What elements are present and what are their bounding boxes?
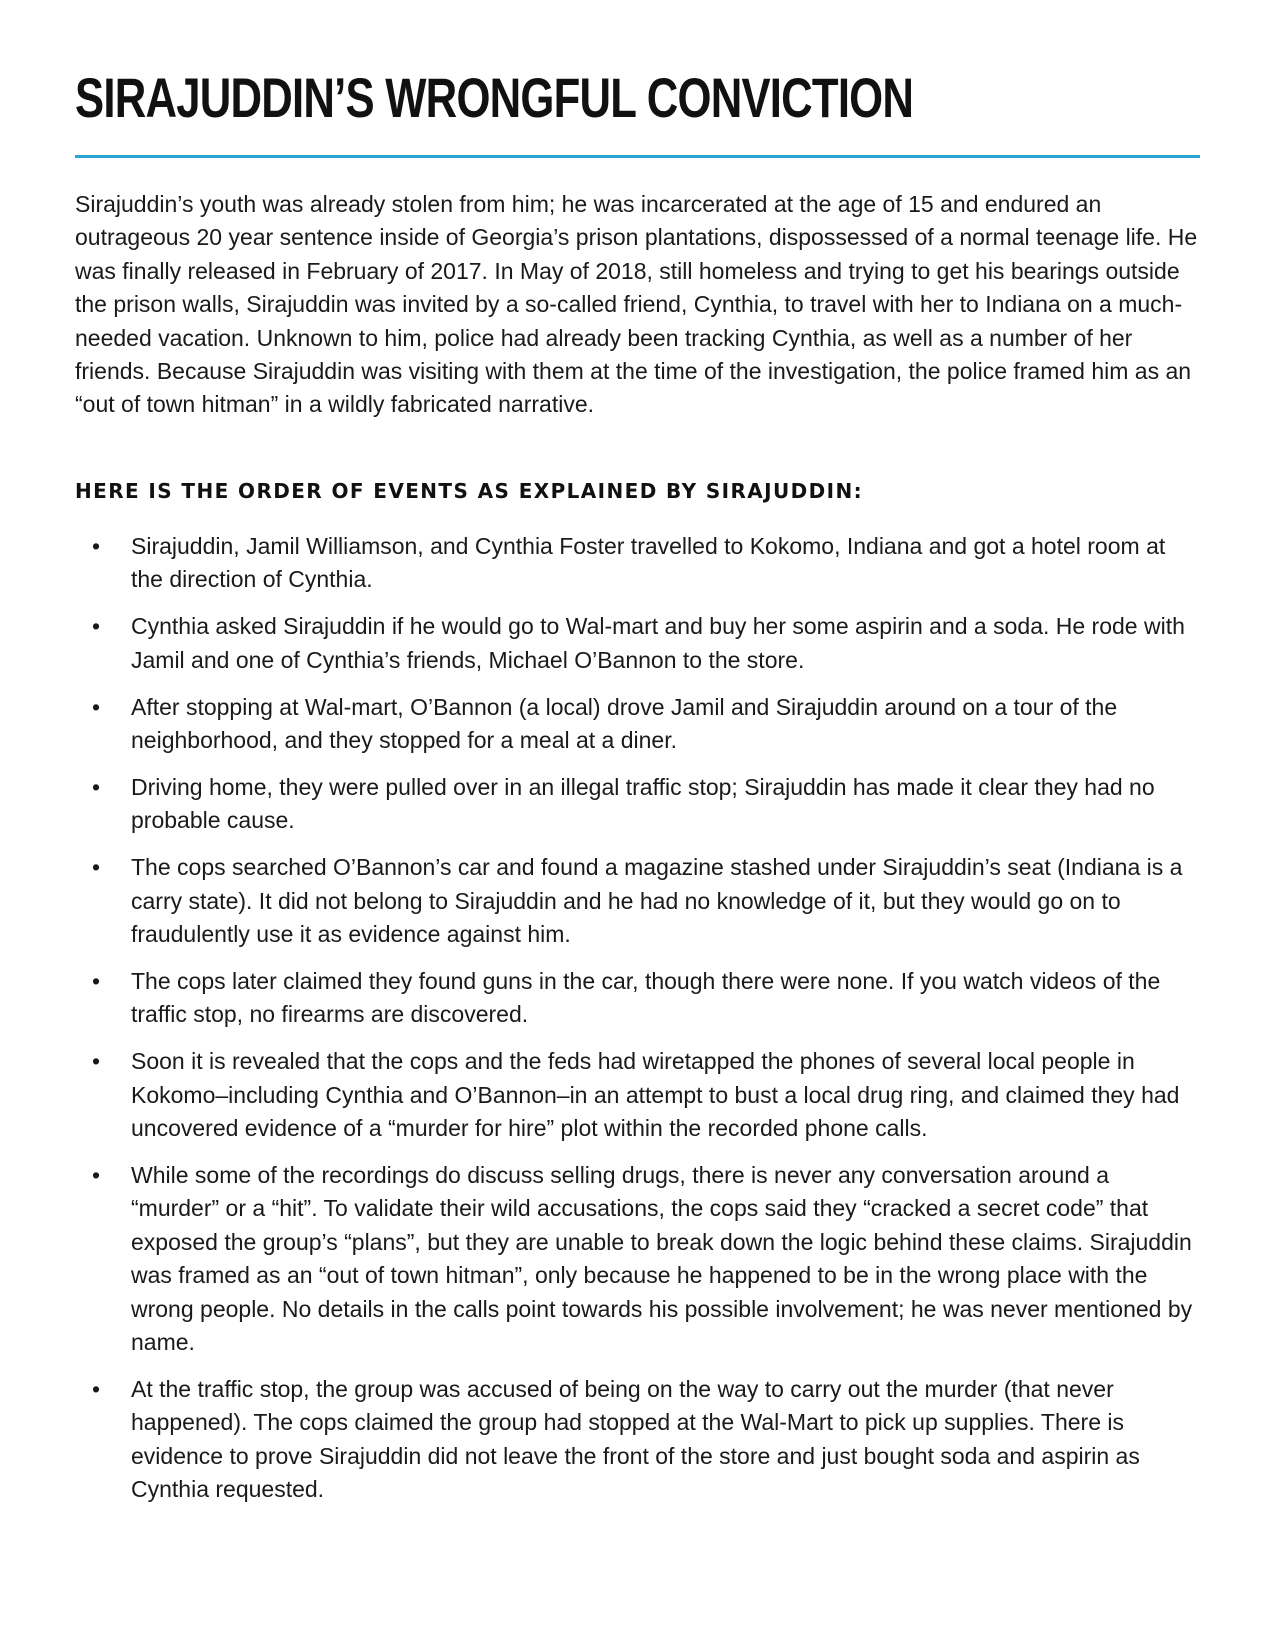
bullet-icon: • bbox=[92, 854, 101, 881]
bullet-icon: • bbox=[92, 1162, 101, 1188]
list-item bbox=[75, 1045, 1200, 1145]
bullet-icon: • bbox=[92, 693, 101, 720]
event-text: The cops searched O’Bannon’s car and found a magazine stashed under Sirajuddin’s seat (Indiana is a carry state). It did not belong to Sirajuddin and he had no knowledge of it, but they would go on to fraudulently use it as evidence against him. bbox=[131, 854, 1183, 948]
intro-paragraph: Sirajuddin’s youth was already stolen from him; he was incarcerated at the age of 15 and endured an outrageous 20 year sentence inside of Georgia’s prison plantations, dispossessed of a normal teenage life. He was finally released in February of 2017. In May of 2018, still homeless and trying to get his bearings outside the prison walls, Sirajuddin was invited by a so-called friend, Cynthia, to travel with her to Indiana on a much-needed vacation. Unknown to him, police had already been tracking Cynthia, as well as a number of her friends. Because Sirajuddin was visiting with them at the time of the investigation, the police framed him as an “out of town hitman” in a wildly fabricated narrative. bbox=[75, 191, 1198, 418]
event-text: Soon it is revealed that the cops and the feds had wiretapped the phones of several local people in Kokomo–including Cynthia and O’Bannon–in an attempt to bust a local drug ring, and claimed they had uncovered evidence of a “murder for hire” plot within the recorded phone calls. bbox=[131, 1048, 1180, 1142]
event-text: The cops later claimed they found guns in the car, though there were none. If you watch videos of the traffic stop, no firearms are discovered. bbox=[131, 967, 1161, 1028]
events-list bbox=[75, 530, 1200, 1520]
event-text: Cynthia asked Sirajuddin if he would go to Wal-mart and buy her some aspirin and a soda. He rode with Jamil and one of Cynthia’s friends, Michael O’Bannon to the store. bbox=[131, 613, 1185, 673]
bullet-icon: • bbox=[92, 1048, 101, 1075]
event-text: After stopping at Wal-mart, O’Bannon (a local) drove Jamil and Sirajuddin around on a tour of the neighborhood, and they stopped for a meal at a diner. bbox=[131, 693, 1118, 754]
list-item bbox=[75, 1159, 1200, 1359]
list-item bbox=[75, 691, 1200, 758]
list-item bbox=[75, 1373, 1200, 1507]
bullet-icon: • bbox=[92, 613, 101, 640]
event-text: While some of the recordings do discuss selling drugs, there is never any conversation around a “murder” or a “hit”. To validate their wild accusations, the cops said they “cracked a secret code” that exposed the group’s “plans”, but they are unable to break down the logic behind these claims. Sirajuddin was framed as an “out of town hitman”, only because he happened to be in the wrong place with the wrong people. No details in the calls point towards his possible involvement; he was never mentioned by name. bbox=[131, 1162, 1193, 1356]
page-title: SIRAJUDDIN’S WRONGFUL CONVICTION bbox=[75, 66, 914, 129]
event-text: Driving home, they were pulled over in an illegal traffic stop; Sirajuddin has made it clear they had no probable cause. bbox=[131, 773, 1155, 834]
event-text: At the traffic stop, the group was accused of being on the way to carry out the murder (that never happened). The cops claimed the group had stopped at the Wal-Mart to pick up supplies. There is evidence to prove Sirajuddin did not leave the front of the store and just bought soda and aspirin as Cynthia requested. bbox=[131, 1375, 1140, 1503]
events-heading: HERE IS THE ORDER OF EVENTS AS EXPLAINED BY SIRAJUDDIN: bbox=[75, 479, 864, 503]
title-divider bbox=[75, 155, 1200, 158]
bullet-icon: • bbox=[92, 773, 101, 800]
list-item bbox=[75, 771, 1200, 838]
bullet-icon: • bbox=[92, 533, 101, 559]
bullet-icon: • bbox=[92, 1375, 101, 1402]
bullet-icon: • bbox=[92, 967, 101, 994]
list-item bbox=[75, 851, 1200, 951]
list-item bbox=[75, 965, 1200, 1032]
list-item bbox=[75, 610, 1200, 677]
event-text: Sirajuddin, Jamil Williamson, and Cynthia Foster travelled to Kokomo, Indiana and got a hotel room at the direction of Cynthia. bbox=[131, 533, 1166, 593]
list-item bbox=[75, 530, 1200, 597]
